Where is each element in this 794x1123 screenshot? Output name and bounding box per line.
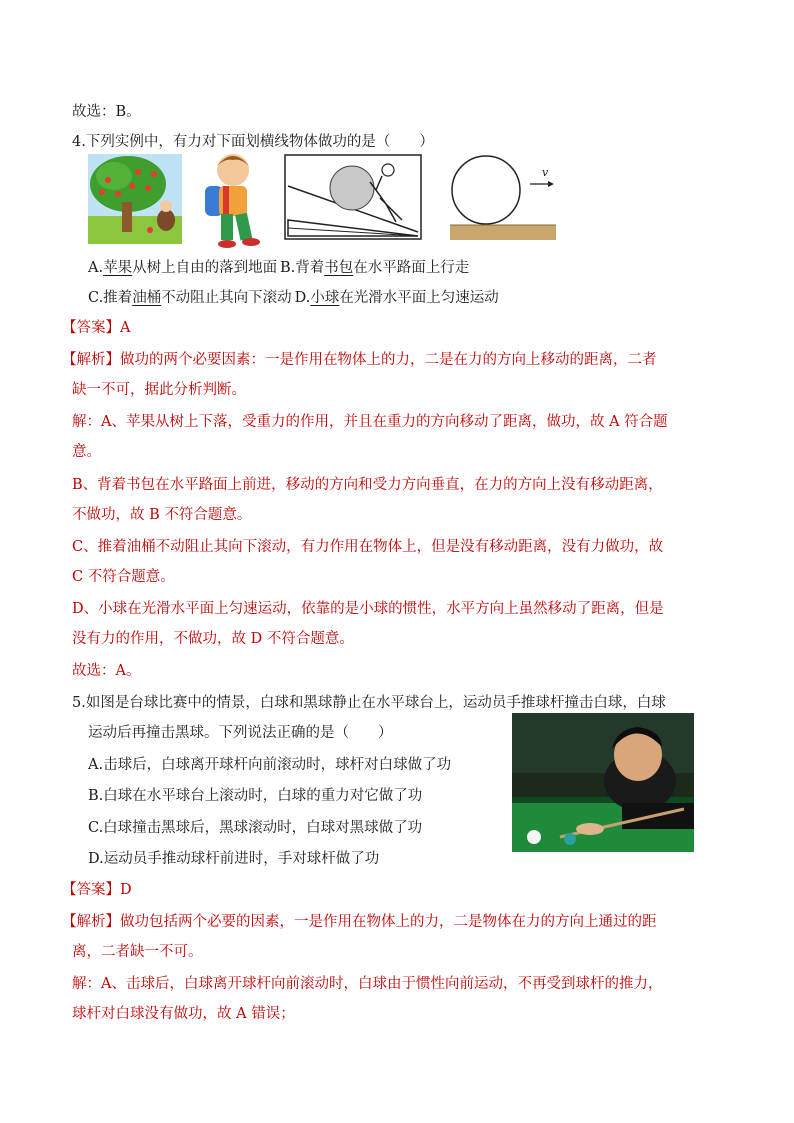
velocity-label: v [542,166,549,179]
q5-answer: 【答案】D [62,882,132,898]
q5-option-c: C.白球撞击黑球后，黑球滚动时，白球对黑球做了功 [88,820,423,836]
q5-solution-a-2: 球杆对白球没有做功，故 A 错误； [72,1006,295,1022]
q4-analysis-line-2: 缺一不可，据此分析判断。 [72,382,246,398]
q5-stem-line-2: 运动后再撞击黑球。下列说法正确的是（ ） [88,725,393,741]
q4-analysis-line-1: 【解析】做功的两个必要因素：一是作用在物体上的力，二是在力的方向上移动的距离，二者 [62,352,657,368]
q4-solution-c-1: C、推着油桶不动阻止其向下滚动，有力作用在物体上，但是没有移动距离，没有力做功，故 [72,539,664,555]
q5-option-a: A.击球后，白球离开球杆向前滚动时，球杆对白球做了功 [88,757,452,773]
q4-answer: 【答案】A [62,320,131,336]
q4-solution-a-2: 意。 [72,444,101,460]
child-with-backpack-image [199,150,265,250]
q5-stem-line-1: 5.如图是台球比赛中的情景，白球和黑球静止在水平球台上，运动员手推球杆撞击白球，白球 [72,695,666,711]
q4-options-ab: A.苹果从树上自由的落到地面 B.背着书包在水平路面上行走 [88,260,470,276]
q5-solution-a-1: 解：A、击球后，白球离开球杆向前滚动时，白球由于惯性向前运动，不再受到球杆的推力， [72,976,663,992]
ball-on-surface-image [450,154,556,240]
billiards-player-photo [512,713,694,852]
pushing-barrel-on-slope-image [284,154,422,240]
q4-solution-d-2: 没有力的作用，不做功，故 D 不符合题意。 [72,631,354,647]
q5-analysis-line-1: 【解析】做功包括两个必要的因素，一是作用在物体上的力，二是物体在力的方向上通过的距 [62,914,657,930]
q5-analysis-line-2: 离，二者缺一不可。 [72,944,203,960]
apple-tree-image [88,154,182,244]
q4-solution-d-1: D、小球在光滑水平面上匀速运动，依靠的是小球的惯性，水平方向上虽然移动了距离，但是 [72,601,664,617]
q4-solution-b-1: B、背着书包在水平路面上前进，移动的方向和受力方向垂直，在力的方向上没有移动距离， [72,477,663,493]
q4-options-cd: C.推着油桶不动阻止其向下滚动 D.小球在光滑水平面上匀速运动 [88,290,499,306]
q5-option-d: D.运动员手推动球杆前进时，手对球杆做了功 [88,851,380,867]
q4-solution-c-2: C 不符合题意。 [72,569,175,585]
q4-solution-a-1: 解：A、苹果从树上下落，受重力的作用，并且在重力的方向移动了距离，做功，故 A 符合题 [72,414,668,430]
q5-option-b: B.白球在水平球台上滚动时，白球的重力对它做了功 [88,788,423,804]
q4-solution-b-2: 不做功，故 B 不符合题意。 [72,507,252,523]
previous-conclusion: 故选：B。 [72,104,141,120]
q4-conclusion: 故选：A。 [72,663,141,679]
q4-stem: 4.下列实例中，有力对下面划横线物体做功的是（ ） [72,134,434,150]
